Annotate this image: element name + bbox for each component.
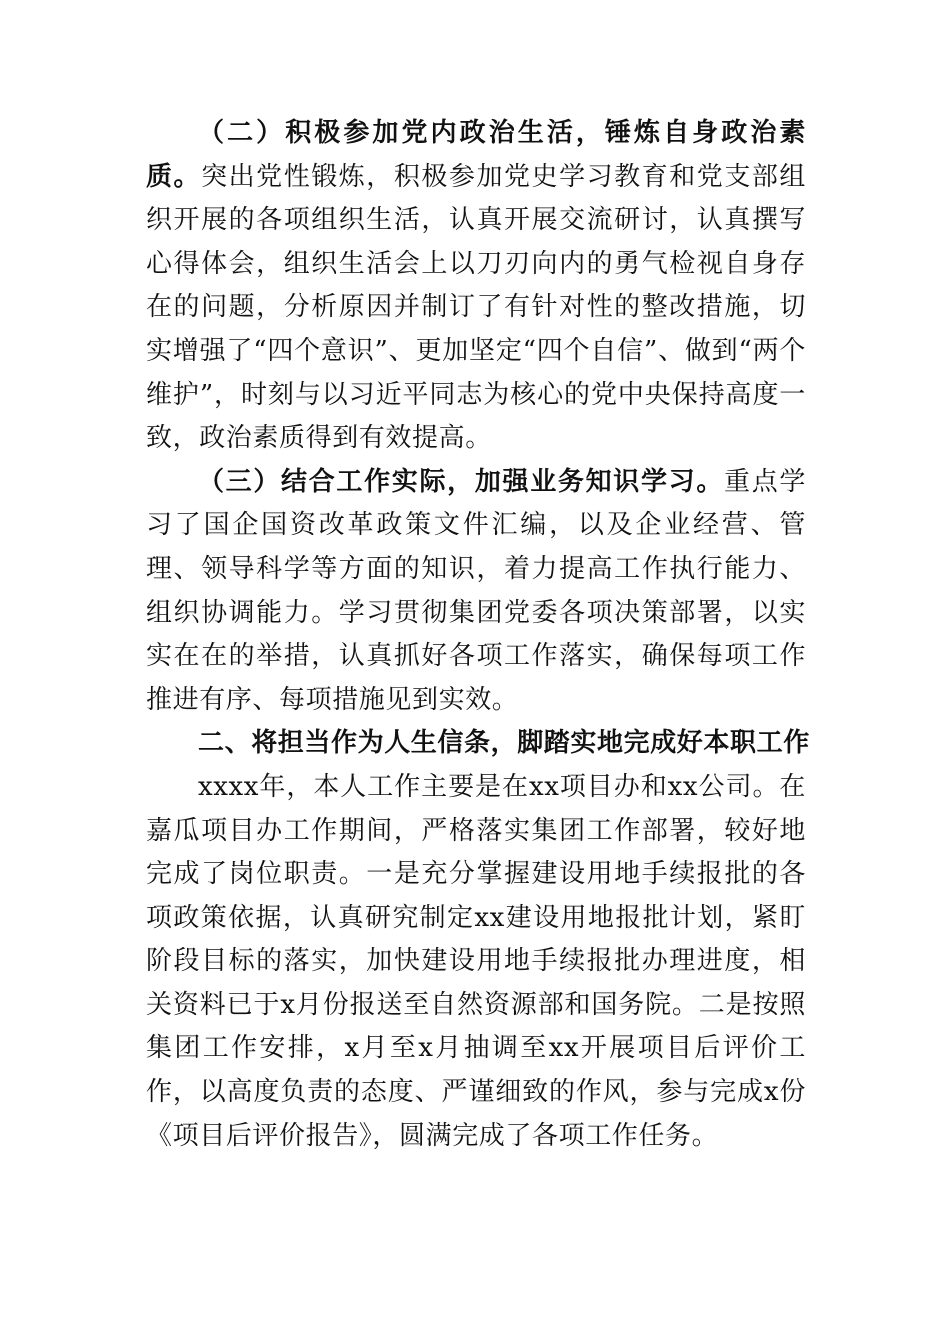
- section-heading-two: 二、将担当作为人生信条，脚踏实地完成好本职工作: [198, 728, 810, 759]
- paragraph-business-study-body: 重点学习了国企国资改革政策文件汇编，以及企业经营、管理、领导科学等方面的知识，着力提高工作执行能力、组织协调能力。学习贯彻集团党委各项决策部署，以实实在在的举措，认真抓好各项工作落实，确保每项工作推进有序、每项措施见到实效。: [146, 466, 806, 715]
- paragraph-business-study: [146, 461, 806, 723]
- paragraph-work-summary: xxxx年，本人工作主要是在xx项目办和xx公司。在嘉瓜项目办工作期间，严格落实集团工作部署，较好地完成了岗位职责。一是充分掌握建设用地手续报批的各项政策依据，认真研究制定xx建设用地报批计划，紧盯阶段目标的落实，加快建设用地手续报批办理进度，相关资料已于x月份报送至自然资源部和国务院。二是按照集团工作安排，x月至x月抽调至xx开展项目后评价工作，以高度负责的态度、严谨细致的作风，参与完成x份《项目后评价报告》，圆满完成了各项工作任务。: [146, 771, 806, 1151]
- subheading-business-study: （三）结合工作实际，加强业务知识学习。: [198, 466, 725, 497]
- paragraph-party-life-body: 突出党性锻炼，积极参加党史学习教育和党支部组织开展的各项组织生活，认真开展交流研讨，认真撰写心得体会，组织生活会上以刀刃向内的勇气检视自身存在的问题，分析原因并制订了有针对性的整改措施，切实增强了“四个意识”、更加坚定“四个自信”、做到“两个维护”，时刻与以习近平同志为核心的党中央保持高度一致，政治素质得到有效提高。: [146, 161, 806, 454]
- document-page: [146, 112, 810, 1158]
- paragraph-party-life: [146, 112, 806, 461]
- subheading-party-life: （二）积极参加党内政治生活，锤炼自身政治素质。: [146, 118, 806, 192]
